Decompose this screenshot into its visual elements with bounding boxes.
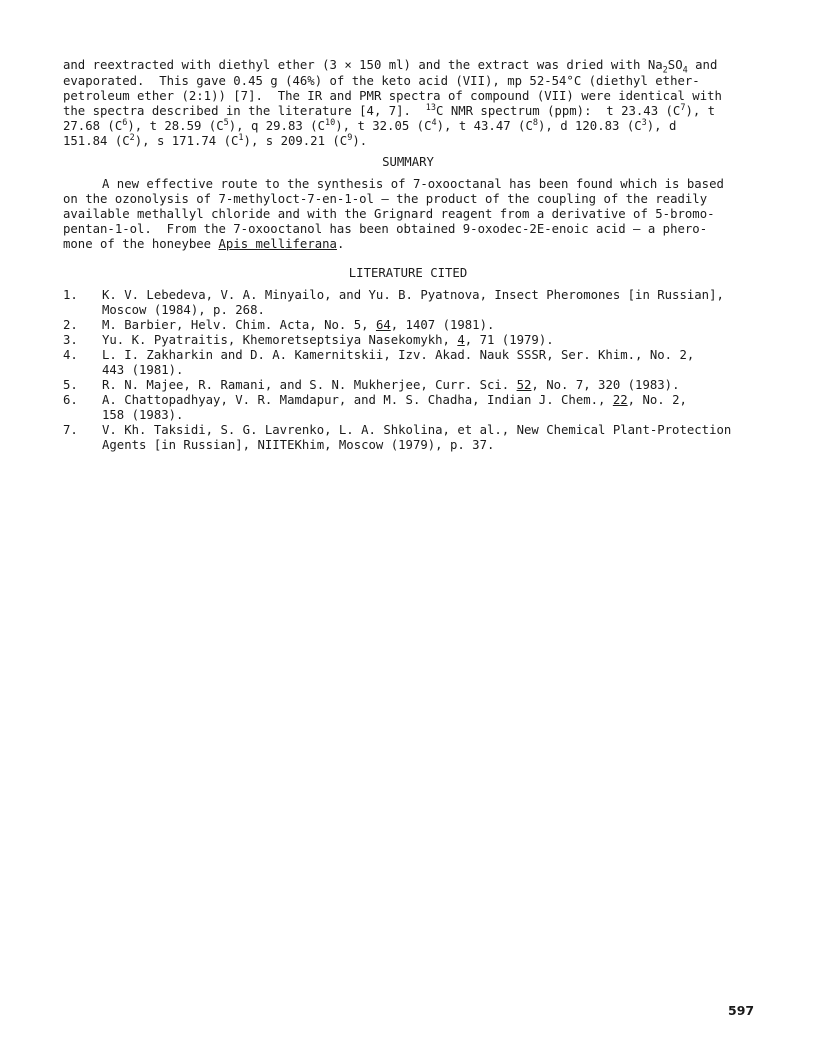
body-text-line: petroleum ether (2:1)) [7]. The IR and PMR spectra of compound (VII) were identical with [63,89,722,103]
reference-text: R. N. Majee, R. Ramani, and S. N. Mukherjee, Curr. Sci. 52, No. 7, 320 (1983). [102,378,680,392]
reference-text: M. Barbier, Helv. Chim. Acta, No. 5, 64, 1407 (1981). [102,318,495,332]
body-text-line: the spectra described in the literature [4, 7]. $^{13}$C NMR spectrum (ppm): t 23.43 $(C^7)$, t [63,102,716,118]
reference-number: 3. [63,333,78,347]
reference-number: 7. [63,423,78,437]
reference-number: 2. [63,318,78,332]
summary-heading: SUMMARY [382,155,434,169]
reference-number: 4. [63,348,78,362]
body-text-line: and reextracted with diethyl ether (3 × 150 ml) and the extract was dried with $Na_2SO_4$ and [63,58,718,76]
body-text-line: 27.68 $(C^6)$, t 28.59 $(C^5)$, q 29.83 $(C^{10})$, t 32.05 $(C^4)$, t 43.47 $(C^8)$, d 120.83 $(C^3)$, d [63,117,677,133]
reference-text: V. Kh. Taksidi, S. G. Lavrenko, L. A. Shkolina, et al., New Chemical Plant-Protection [102,423,732,437]
reference-text: 158 (1983). [102,408,184,422]
reference-text: Moscow (1984), p. 268. [102,303,265,317]
reference-number: 5. [63,378,78,392]
body-text-line: 151.84 $(C^2)$, s 171.74 $(C^1)$, s 209.21 $(C^9)$. [63,132,368,148]
summary-text-line: available methallyl chloride and with the Grignard reagent from a derivative of 5-bromo- [63,207,715,221]
reference-text: L. I. Zakharkin and D. A. Kamernitskii, Izv. Akad. Nauk SSSR, Ser. Khim., No. 2, [102,348,695,362]
reference-text: 443 (1981). [102,363,184,377]
reference-number: 6. [63,393,78,407]
reference-text: Agents [in Russian], NIITEKhim, Moscow (1979), p. 37. [102,438,495,452]
literature-heading: LITERATURE CITED [348,266,468,280]
reference-number: 1. [63,288,78,302]
page-number: 597 [728,1003,755,1018]
summary-text-line: A new effective route to the synthesis of 7-oxooctanal has been found which is based [102,177,724,191]
body-text-line: evaporated. This gave 0.45 g (46%) of the keto acid (VII), mp 52-54°C (diethyl ether- [63,74,700,88]
summary-text-line: mone of the honeybee Apis melliferana. [63,237,345,251]
reference-text: A. Chattopadhyay, V. R. Mamdapur, and M. S. Chadha, Indian J. Chem., 22, No. 2, [102,393,687,407]
species-name: Apis melliferana [218,237,337,251]
reference-text: K. V. Lebedeva, V. A. Minyailo, and Yu. B. Pyatnova, Insect Pheromones [in Russian], [102,288,724,302]
summary-text-line: pentan-1-ol. From the 7-oxooctanol has been obtained 9-oxodec-2E-enoic acid — a phero- [63,222,708,236]
reference-text: Yu. K. Pyatraitis, Khemoretseptsiya Nasekomykh, 4, 71 (1979). [102,333,554,347]
summary-text-line: on the ozonolysis of 7-methyloct-7-en-1-ol — the product of the coupling of the readily [63,192,708,206]
